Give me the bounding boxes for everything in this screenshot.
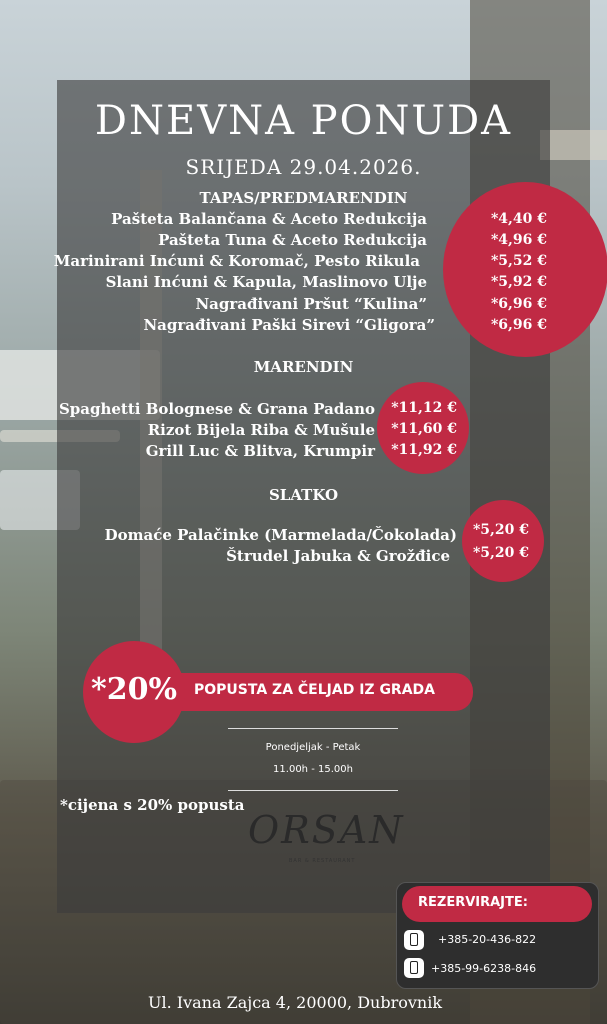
discount-days: Ponedjeljak - Petak — [265, 742, 361, 753]
menu-item: Rizot Bijela Riba & Mušule — [147, 421, 375, 439]
menu-item: Domaće Palačinke (Marmelada/Čokolada) — [104, 526, 457, 544]
logo-subtitle: BAR & RESTAURANT — [289, 858, 356, 864]
menu-item: Spaghetti Bolognese & Grana Padano — [58, 400, 375, 418]
menu-price: *5,20 € — [472, 545, 529, 561]
menu-item: Štrudel Jabuka & Grožđice — [226, 547, 450, 565]
slatko-price-circle — [462, 500, 544, 582]
discount-note: *cijena s 20% popusta — [60, 796, 245, 814]
menu-item: Pašteta Balančana & Aceto Redukcija — [111, 210, 427, 228]
reservation-heading: REZERVIRAJTE: — [418, 895, 528, 910]
menu-price: *5,52 € — [490, 253, 547, 269]
menu-item: Slani Inćuni & Kapula, Maslinovo Ulje — [105, 273, 427, 291]
discount-hours: 11.00h - 15.00h — [273, 764, 353, 775]
phone-number[interactable]: +385-20-436-822 — [438, 933, 537, 946]
phone-icon — [404, 958, 424, 978]
menu-item: Nagrađivani Pršut “Kulina” — [195, 295, 427, 313]
discount-percent: *20% — [91, 672, 177, 707]
menu-price: *5,20 € — [472, 522, 529, 538]
phone-icon — [404, 930, 424, 950]
menu-price: *5,92 € — [490, 274, 547, 290]
address: Ul. Ivana Zajca 4, 20000, Dubrovnik — [148, 993, 443, 1012]
tapas-heading: TAPAS/PREDMARENDIN — [199, 189, 408, 207]
menu-item: Pašteta Tuna & Aceto Redukcija — [158, 231, 427, 249]
menu-price: *6,96 € — [490, 317, 547, 333]
divider — [228, 728, 398, 729]
menu-date: SRIJEDA 29.04.2026. — [185, 155, 422, 179]
menu-price: *11,60 € — [391, 421, 457, 437]
menu-price: *11,92 € — [391, 442, 457, 458]
logo: ORSAN — [248, 808, 405, 852]
marendin-heading: MARENDIN — [253, 358, 354, 376]
slatko-heading: SLATKO — [268, 486, 339, 504]
menu-price: *6,96 € — [490, 296, 547, 312]
menu-price: *4,40 € — [490, 211, 547, 227]
menu-item: Marinirani Inćuni & Koromač, Pesto Rikula — [53, 252, 420, 270]
phone-number[interactable]: +385-99-6238-846 — [431, 962, 537, 975]
menu-item: Grill Luc & Blitva, Krumpir — [145, 442, 375, 460]
menu-price: *11,12 € — [391, 400, 457, 416]
menu-item: Nagrađivani Paški Sirevi “Gligora” — [143, 316, 435, 334]
discount-label: POPUSTA ZA ČELJAD IZ GRADA — [194, 682, 436, 698]
page-title: DNEVNA PONUDA — [94, 98, 513, 144]
divider — [228, 790, 398, 791]
menu-price: *4,96 € — [490, 232, 547, 248]
